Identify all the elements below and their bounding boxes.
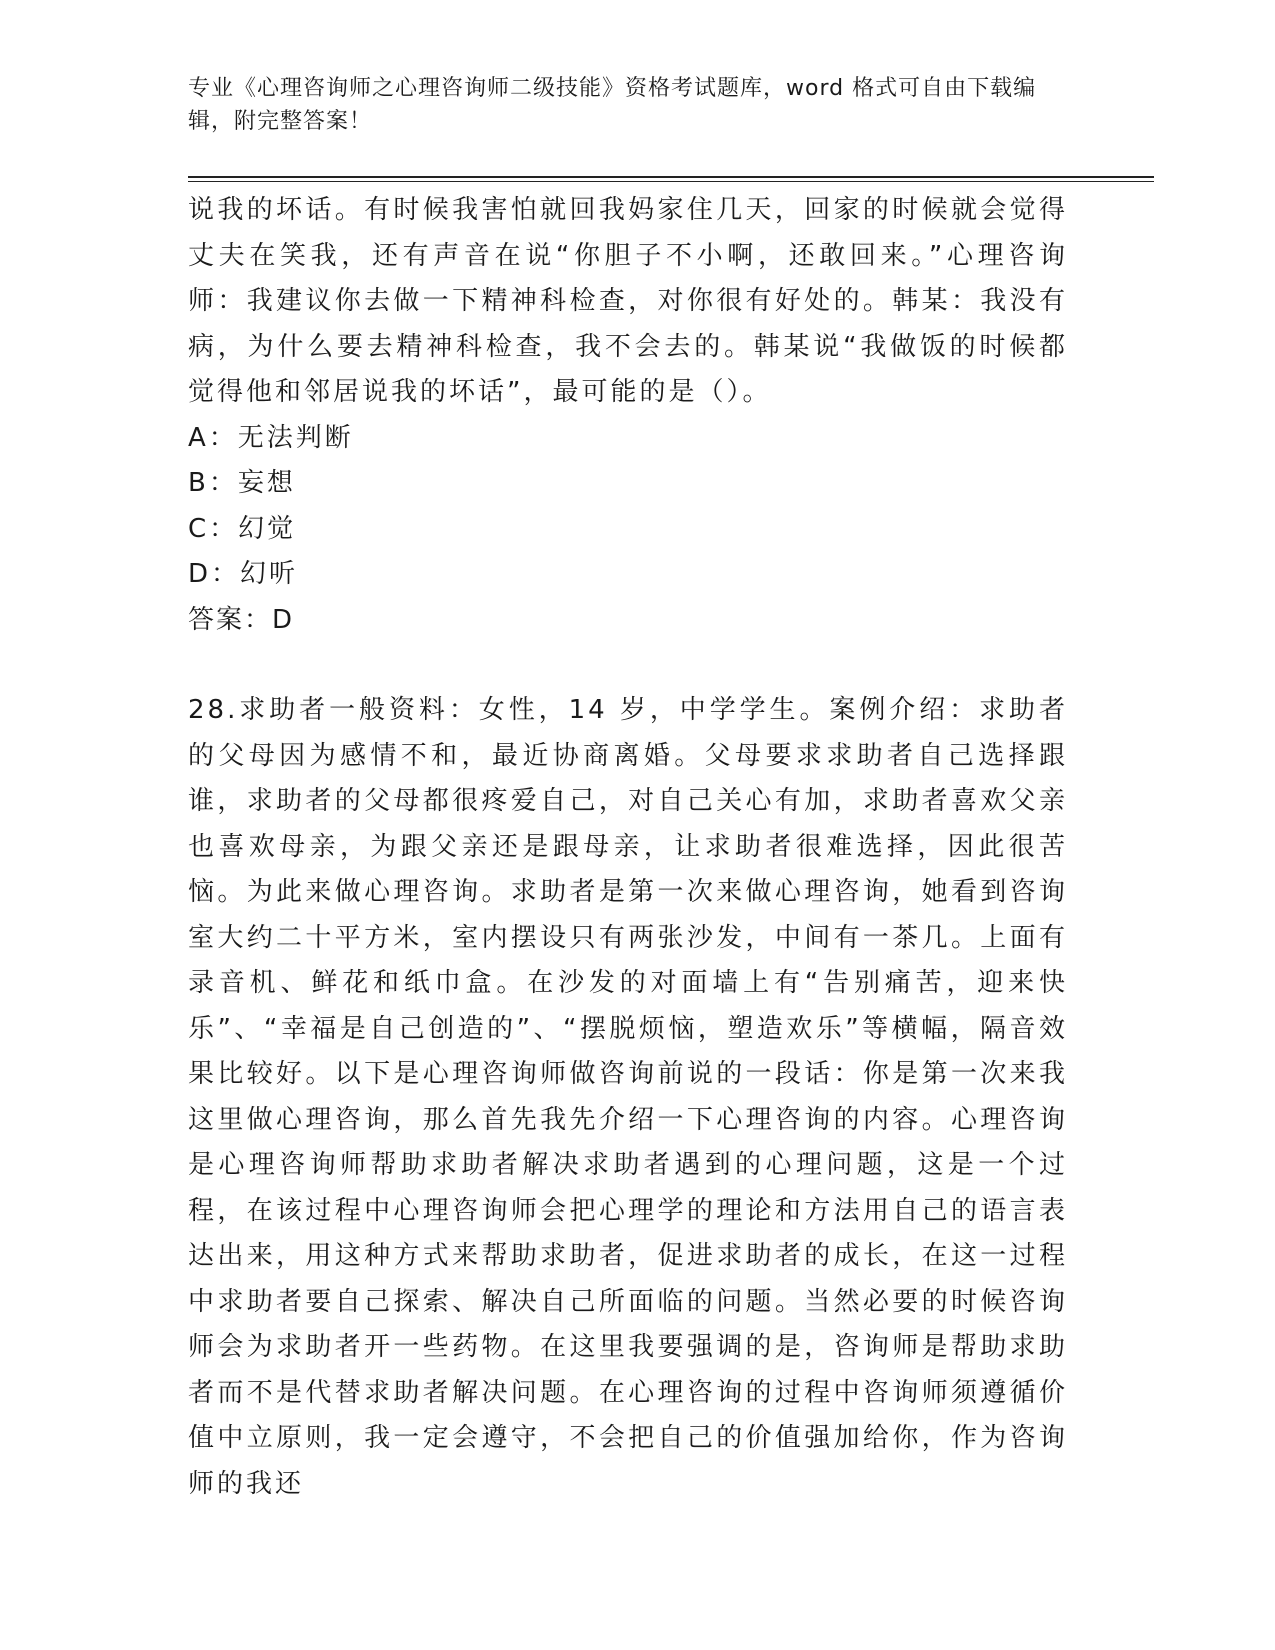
question-27-answer: 答案：D (188, 604, 295, 635)
option-c-label: C： (188, 513, 239, 544)
option-b-text: 妄想 (237, 468, 296, 498)
header-divider (188, 176, 1154, 178)
option-c-text: 幻觉 (238, 513, 297, 544)
option-a (188, 416, 1068, 462)
document-body (188, 188, 1068, 1507)
spacer (188, 643, 1068, 688)
header-divider-thin (188, 181, 1154, 182)
question-27-stem: 说我的坏话。有时候我害怕就回我妈家住几天，回家的时候就会觉得丈夫在笑我，还有声音在说“你胆子不小啊，还敢回来。”心理咨询师：我建议你去做一下精神科检查，对你很有好处的。韩某：我没有病，为什么要去精神科检查，我不会去的。韩某说“我做饭的时候都觉得他和邻居说我的坏话”，最可能的是（）。 (188, 195, 1068, 407)
option-d (188, 552, 1068, 598)
page-header: 专业《心理咨询师之心理咨询师二级技能》资格考试题库，word 格式可自由下载编辑，附完整答案！ (188, 76, 1037, 134)
option-c (188, 507, 1068, 553)
option-a-text: 无法判断 (237, 422, 354, 453)
question-28-stem: 28.求助者一般资料：女性，14 岁，中学学生。案例介绍：求助者的父母因为感情不和，最近协商离婚。父母要求求助者自己选择跟谁，求助者的父母都很疼爱自己，对自己关心有加，求助者喜欢父亲也喜欢母亲，为跟父亲还是跟母亲，让求助者很难选择，因此很苦恼。为此来做心理咨询。求助者是第一次来做心理咨询，她看到咨询室大约二十平方米，室内摆设只有两张沙发，中间有一茶几。上面有录音机、鲜花和纸巾盒。在沙发的对面墙上有“告别痛苦，迎来快乐”、“幸福是自己创造的”、“摆脱烦恼，塑造欢乐”等横幅，隔音效果比较好。以下是心理咨询师做咨询前说的一段话：你是第一次来我这里做心理咨询，那么首先我先介绍一下心理咨询的内容。心理咨询是心理咨询师帮助求助者解决求助者遇到的心理问题，这是一个过程，在该过程中心理咨询师会把心理学的理论和方法用自己的语言表达出来，用这种方式来帮助求助者，促进求助者的成长，在这一过程中求助者要自己探索、解决自己所面临的问题。当然必要的时候咨询师会为求助者开一些药物。在这里我要强调的是，咨询师是帮助求助者而不是代替求助者解决问题。在心理咨询的过程中咨询师须遵循价值中立原则，我一定会遵守，不会把自己的价值强加给你，作为咨询师的我还 (188, 695, 1068, 1499)
option-d-text: 幻听 (240, 559, 299, 589)
option-d-label: D： (188, 559, 241, 589)
option-b-label: B： (188, 468, 238, 498)
option-a-label: A： (188, 422, 238, 453)
option-b (188, 461, 1068, 507)
